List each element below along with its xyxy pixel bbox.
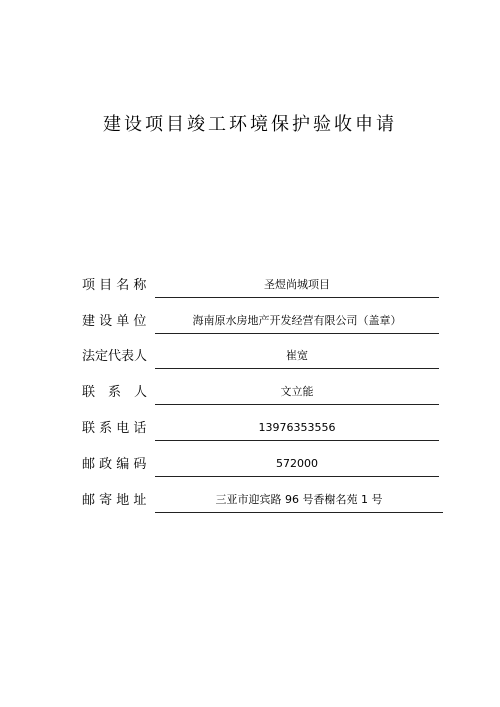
construction-unit-field — [155, 313, 439, 334]
legal-representative-field — [155, 348, 439, 369]
field-value: 13976353556 — [258, 421, 336, 434]
field-value: 圣煜尚城项目 — [264, 278, 330, 291]
postal-code-field — [155, 456, 439, 477]
field-label: 联 系 人 — [82, 385, 148, 400]
field-value: 572000 — [276, 457, 318, 470]
mailing-address-field — [155, 492, 443, 513]
field-label: 邮 政 编 码 — [82, 457, 147, 472]
contact-person-field — [155, 384, 439, 405]
field-label: 建 设 单 位 — [82, 314, 147, 329]
field-value: 文立能 — [280, 385, 314, 398]
field-label: 邮 寄 地 址 — [82, 493, 147, 508]
field-value: 三亚市迎宾路 96 号香榭名苑 1 号 — [215, 493, 383, 506]
project-name-field — [155, 277, 439, 298]
field-label: 项 目 名 称 — [82, 278, 147, 293]
field-label: 联 系 电 话 — [82, 421, 147, 436]
form-title: 建设项目竣工环境保护验收申请 — [103, 114, 397, 135]
phone-field — [155, 420, 439, 441]
field-label: 法定代表人 — [82, 349, 148, 364]
field-value: 崔宽 — [286, 349, 308, 362]
field-value: 海南原水房地产开发经营有限公司（盖章） — [192, 314, 402, 327]
